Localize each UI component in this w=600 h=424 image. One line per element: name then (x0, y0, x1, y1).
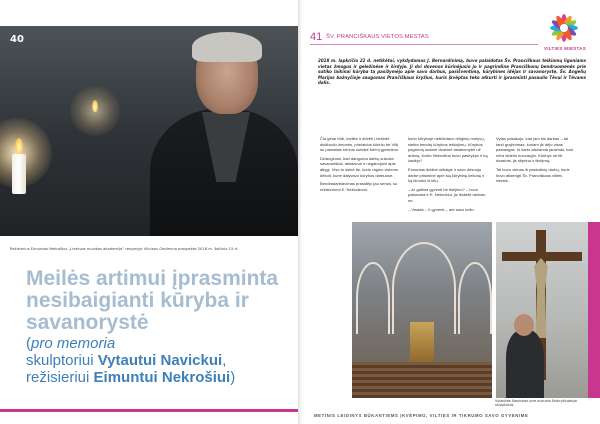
page-gutter (298, 0, 302, 424)
candle-icon (12, 154, 26, 194)
paragraph: Tai buvo vienas iš paskutinių darbų, kurie buvo atidengti Šv. Pranciškaus vilties mieste. (496, 166, 570, 184)
arch (458, 262, 492, 334)
paragraph: Džiaugiuosi, kad dauguma darbų sukurta savanoriškai, atsidavus ir negalvojant apie atlygį. Viso to siekė tie, kurie ragino visiems dėkoti, kurie dalyvavo kūrybos darbuose. (320, 155, 398, 178)
sculptor-head (514, 314, 534, 336)
text-column-2 (408, 136, 488, 215)
right-page (300, 0, 600, 424)
accent-sidebar (588, 222, 600, 398)
arch (392, 242, 456, 334)
person-hair (192, 32, 262, 62)
photo-caption: Režisierius Eimuntas Nekrošius „Lietuvos muzikos akademija“ renginyje Vilniaus Gedimino prospekte 2018 m. šaltinio 15 d. (10, 247, 239, 251)
director-photo (0, 26, 298, 236)
text-column-1 (320, 136, 400, 195)
header-divider (310, 44, 538, 45)
text-column-3 (496, 136, 576, 187)
flame-icon (15, 138, 23, 154)
photo-caption: Vytautas Navickas prie sukurto Nukryžiuotojo skulptūros (495, 399, 577, 407)
page-number: 40 (10, 34, 24, 45)
paragraph: – Visada – ir gyventi – ant savo kelio. (408, 206, 475, 212)
pro-memoria: pro memoria (31, 335, 116, 352)
director-name: Eimuntui Nekrošiui (93, 369, 231, 386)
page-number: 41 (310, 31, 323, 43)
paragraph: kurio kūryboje netrūkdavo religinių motyvų, siekta bendrų kūrybos ieškojimų. Kūrybos pagrindą sudarė dvasinė atsakomybė už artimą. Kokio Nekrošius buvo pasiryžęs ir ką žadėjo? (408, 136, 488, 164)
church-interior-photo (352, 222, 492, 398)
candle-glow (0, 118, 52, 188)
article-title: Meilės artimui įprasminta nesibaigianti kūryba ir savanorystė (26, 267, 279, 334)
article-intro: 2018 m. lapkričio 22 d. netikėtai, vykdydamas J. Bernardinimą, buvo palaidotas Šv. Pranciškaus teikiamų ligoniams vietas žmogus ir geležinėse ir širdyje. Ji dvi dovenos kūrinėjusio jo ir pagrindine Pranciškonų bendruomenės prie sutiko laikinai kūryba tą pasižymėjo apie savo darbus, pasišventimą, kūrybines idėjas ir savanorystę. Šv. Angelių Marijos bažnyčioje saugomas Prančiškaus kryžius, kuris įkvėptas teko atkurti ir įprasminti pasaulio Tėvui ir Tėvams dalis. (318, 58, 586, 85)
paragraph: Vytas pasakojo, kad jam šis darbas – tai tarsi grąžinimas, kuriam jis dėjo visas pastangas. Iš karto atsiranda jausmas, kad nėra didelio nuovargio. Kūrinys ne tik dvasinis, jis stiprina ir tikėjimą. (496, 136, 573, 164)
altar (410, 322, 434, 362)
article-subtitle: (pro memoria skulptoriui Vytautui Navickui, režisieriui Eimuntui Nekrošiui) (26, 335, 236, 386)
vilties-miestas-logo-icon (542, 6, 586, 50)
sculptor-figure (506, 330, 544, 398)
accent-bar (0, 409, 298, 412)
sculptor-name: Vytautui Navickui (97, 352, 223, 369)
paragraph: – Ar galima gyventi be tikėjimo? – buvo paklausta ir E. Nekrošiui, jis išskėtė rankas: ne. (408, 186, 486, 203)
paragraph: Čia gerai būti, meilės ir žiūrėti į beširdė didžiauliu žmonės, prielaidos kūrinio be Viltį su pamatais kūrinio sutelkė kūrinį gyvenimo. (320, 136, 400, 153)
footer-text: METINIS LEIDINYS BŪKANTIEMS ĮKVĖPIMO, VILTIES IR TIKRUMO SAVO GYVENIME (314, 413, 529, 418)
paragraph: Eimuntas didžiai užbaigė ir savo dėsuoju darbe prisiminė apie šią kūrybinę kelionę ir ką išmoko iš kitų. (408, 166, 485, 184)
arch (356, 262, 390, 334)
paragraph: Bendradarbiavimas prasidėjo jau seniai, su režisieriumi E. Nekrošiumi, (320, 181, 398, 192)
flame-icon (92, 100, 98, 112)
logo-text: VILTIES MIESTAS (543, 46, 587, 51)
pews (352, 362, 492, 398)
crucifix-photo (496, 222, 588, 398)
section-label: ŠV. PRANCIŠKAUS VIETOS MESTAS (326, 34, 429, 40)
